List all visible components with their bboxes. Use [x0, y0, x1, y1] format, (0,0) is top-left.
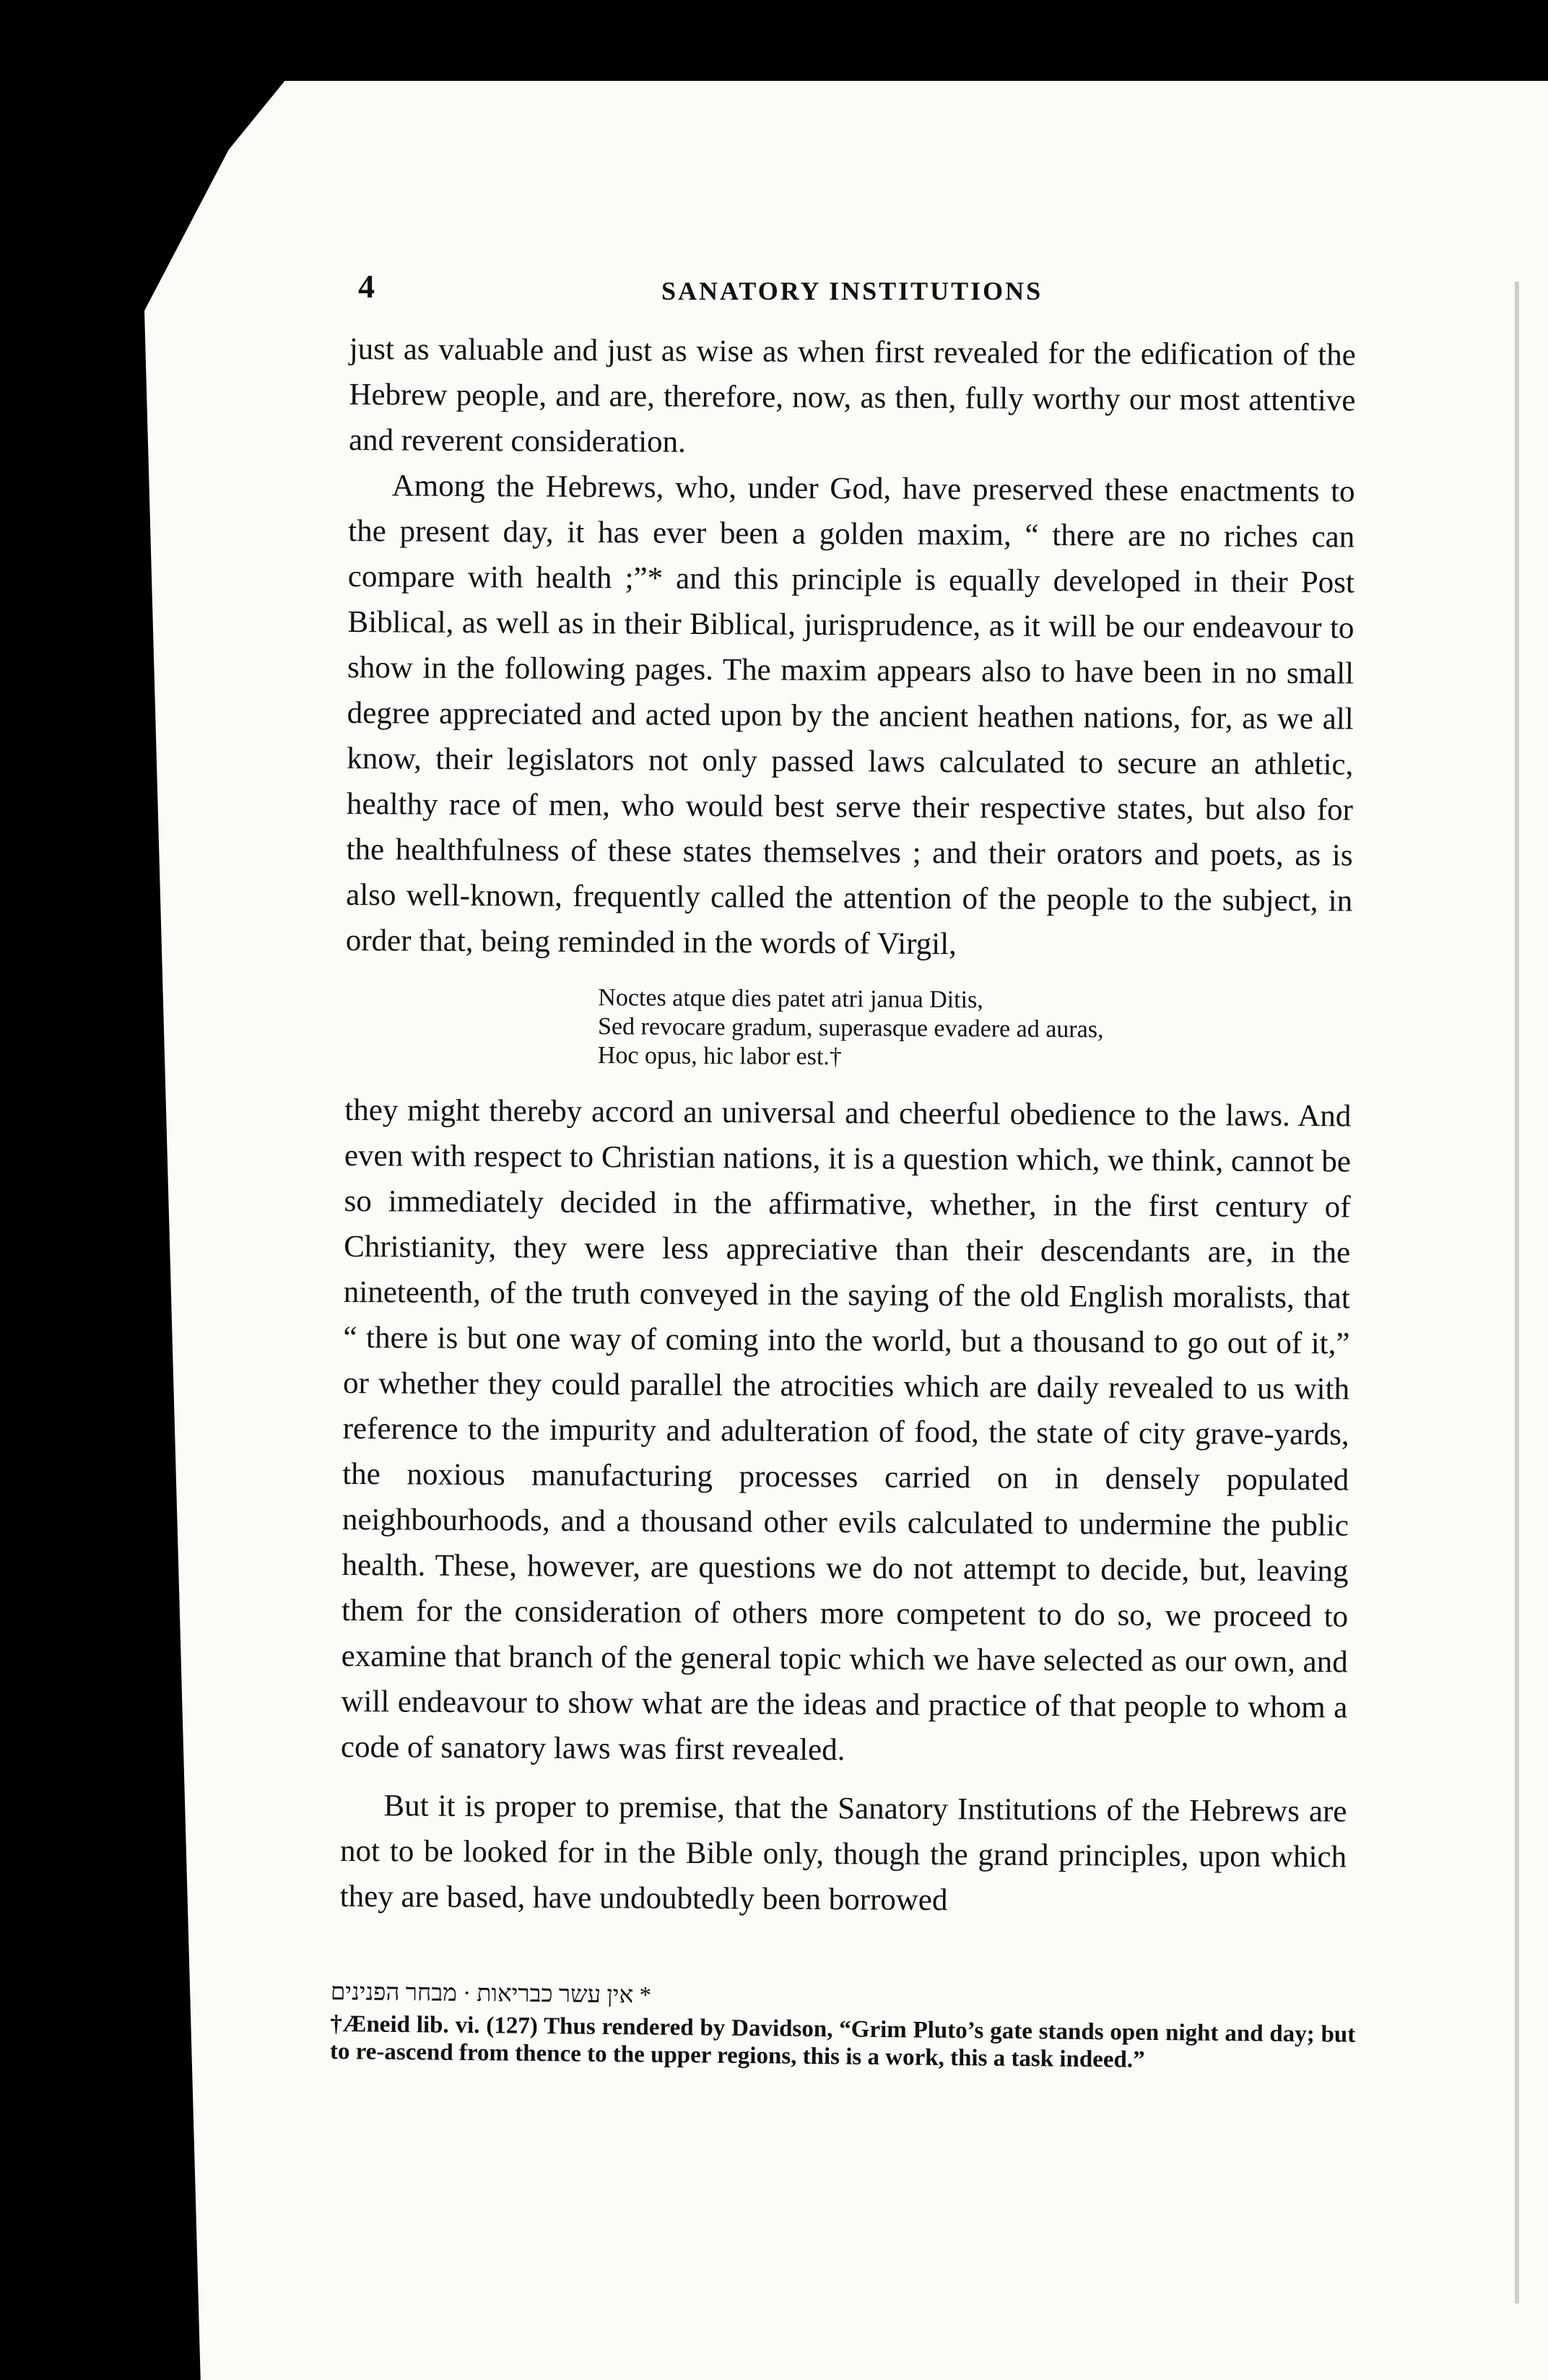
running-title: SANATORY INSTITUTIONS [661, 277, 1043, 305]
page-edge [1515, 282, 1519, 2303]
page-number: 4 [358, 268, 377, 305]
virgil-quote [598, 983, 1352, 1074]
footnote-aeneid: †Æneid lib. vi. (127) Thus rendered by Davidson, “Grim Pluto’s gate stands open night and day; but to re-ascend from thence to the upper regions, this is a work, this a task indeed.” [329, 2010, 1356, 2073]
paragraph-4: But it is proper to premise, that the Sanatory Institutions of the Hebrews are not to be looked for in the Bible only, though the grand principles, upon which they are based, have undoubtedly been borrowed [339, 1789, 1347, 1918]
quote-line-1: Noctes atque dies patet atri janua Ditis, [598, 984, 983, 1014]
paragraph-2: Among the Hebrews, who, under God, have preserved these enactments to the present day, it has ever been a golden maxim, “ there are no riches can compare with health ;”* and this principle is equally developed in their Post Biblical, as well as in their Biblical, jurisprudence, as it will be our endeavour to show in the following pages. The maxim appears also to have been in no small degree appreciated and acted upon by the ancient heathen nations, for, as we all know, their legislators not only passed laws calculated to secure an athletic, healthy race of men, who would best serve their respective states, but also for the healthfulness of these states themselves ; and their orators and poets, as is also well-known, frequently called the attention of the people to the subject, in order that, being reminded in the words of Virgil, [345, 469, 1355, 962]
footnotes [330, 1979, 1356, 2076]
paragraph-3: they might thereby accord an universal and cheerful obedience to the laws. And even with respect to Christian nations, it is a question which, we think, cannot be so immediately decided in the affirmative, whether, in the first century of Christianity, they were less appreciative than their descendants are, in the nineteenth, of the truth conveyed in the saying of the old English moralists, that “ there is but one way of coming into the world, but a thousand to go out of it,” or whether they could parallel the atrocities which are daily revealed to us with reference to the impurity and adulteration of food, the state of city grave-yards, the noxious manufacturing processes carried on in densely populated neighbourhoods, and a thousand other evils calculated to undermine the public health. These, however, are questions we do not attempt to decide, but, leaving them for the consideration of others more competent to do so, we proceed to examine that branch of the general topic which we have selected as our own, and will endeavour to show what are the ideas and practice of that people to whom a code of sanatory laws was first revealed. [340, 1093, 1352, 1768]
quote-line-3: Hoc opus, hic labor est.† [597, 1042, 842, 1071]
paragraph-1: just as valuable and just as wise as when first revealed for the edification of the Hebrew people, and are, therefore, now, as then, fully worthy our most attentive and reverent consideration. [348, 331, 1356, 459]
footnote-hebrew: * אין עשר כבריאות · מבחר הפנינים [330, 1979, 652, 2009]
running-head [358, 267, 1359, 310]
quote-line-2: Sed revocare gradum, superasque evadere ad auras, [597, 1013, 1104, 1043]
body-text [340, 326, 1356, 1925]
